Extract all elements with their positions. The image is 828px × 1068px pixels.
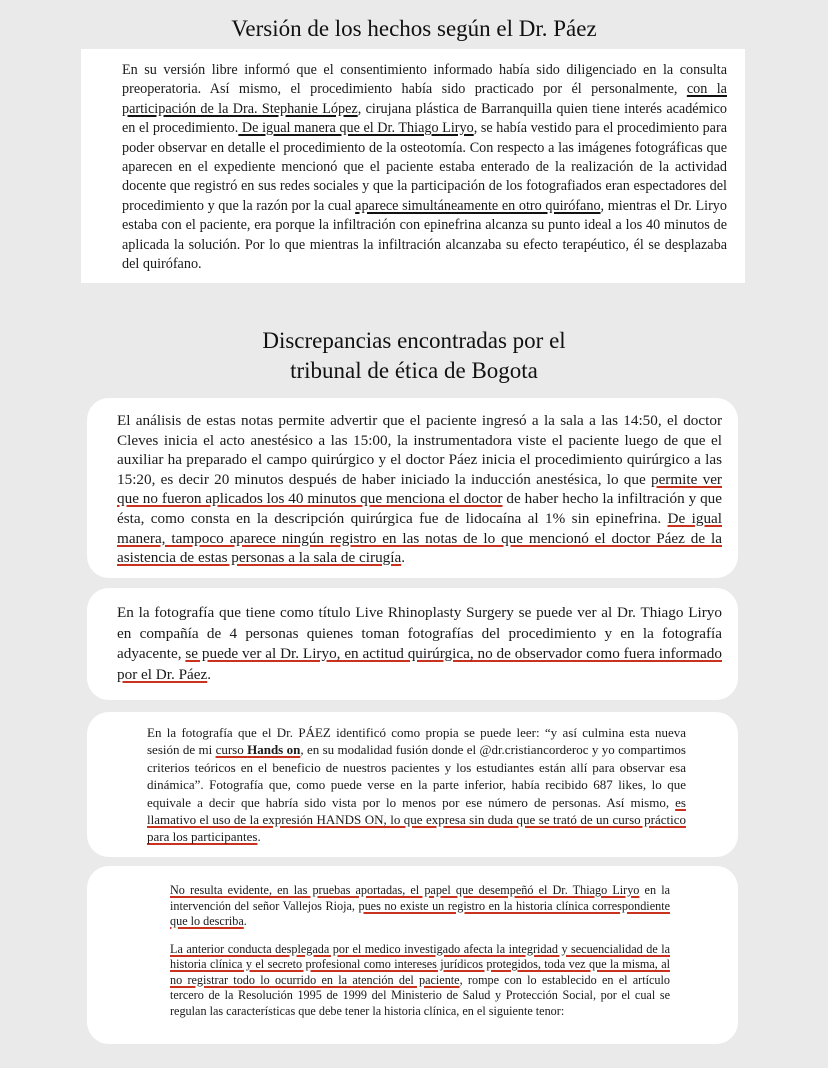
box-fotografia-live bbox=[87, 588, 738, 700]
box-version-libre-text: En su versión libre informó que el consentimiento informado había sido diligenciado en la consulta preoperatoria. Así mismo, el procedimiento había sido practicado por él personalmente, con la participación de la Dra. Stephanie López, cirujana plástica de Barranquilla quien tiene interés académico en el procedimiento. De igual manera que el Dr. Thiago Liryo, se había vestido para el procedimiento para poder observar en detalle el procedimiento de la osteotomía. Con respecto a las imágenes fotográficas que aparecen en el expediente mencionó que el paciente estaba enterado de la realización de la actividad docente que registró en sus redes sociales y que la participación de los fotografiados eran espectadores del procedimiento y que la razón por la cual aparece simultáneamente en otro quirófano, mientras el Dr. Liryo estaba con el paciente, era porque la infiltración con epinefrina alcanza su punto ideal a los 40 minutos de aplicada la solución. Por lo que mientras la infiltración alcanzaba su efecto terapéutico, él se desplazaba del quirófano. bbox=[122, 62, 727, 273]
title-discrepancias bbox=[0, 326, 828, 386]
box-historia-clinica bbox=[87, 866, 738, 1044]
highlight-curso-hands-on: curso Hands on bbox=[215, 742, 301, 758]
box-historia-clinica-p2: La anterior conducta desplegada por el medico investigado afecta la integridad y secuencialidad de la historia clínica y el secreto profesional como intereses jurídicos protegidos, toda vez que la misma, al no registrar todo lo ocurrido en la atención del paciente, rompe con lo establecido en el artículo tercero de la Resolución 1995 de 1999 del Ministerio de Salud y Protección Social, por el cual se regulan las características que debe tener la historia clínica, en el siguiente tenor: bbox=[170, 941, 671, 1018]
highlight-actitud-quirurgica: se puede ver al Dr. Liryo, en actitud quirúrgica, no de observador como fuera informado por el Dr. Páez bbox=[117, 645, 722, 683]
highlight-participacion: con la participación de la Dra. Stephanie López bbox=[122, 81, 727, 117]
highlight-no-registro: pues no existe un registro en la historia clínica correspondiente que lo describa bbox=[170, 898, 670, 928]
title-version-hechos: Versión de los hechos según el Dr. Páez bbox=[231, 16, 597, 41]
box-version-libre bbox=[81, 49, 745, 283]
box-hands-on-text: En la fotografía que el Dr. PÁEZ identificó como propia se puede leer: “y así culmina esta nueva sesión de mi curso Hands on, en su modalidad fusión donde el @dr.cristiancorderoc y yo compartimos criterios teóricos en el beneficio de nuestros pacientes y los estudiantes están allí para observar esa dinámica”. Fotografía que, como puede verse en la parte inferior, había recibido 687 likes, lo que equivale a decir que habría sido vista por lo menos por ese número de personas. Así mismo, es llamativo el uso de la expresión HANDS ON, lo que expresa sin duda que se trató de un curso práctico para los participantes. bbox=[147, 725, 686, 845]
highlight-sin-registro: De igual manera, tampoco aparece ningún registro en las notas de lo que mencionó el doctor Páez de la asistencia de estas personas a la sala de cirugía bbox=[117, 509, 722, 567]
highlight-igual-manera: De igual manera que el Dr. Thiago Liryo bbox=[238, 120, 474, 137]
box-analisis-notas-text: El análisis de estas notas permite advertir que el paciente ingresó a la sala a las 14:50, el doctor Cleves inicia el acto anestésico a las 15:00, la instrumentadora viste el paciente luego de que el auxiliar ha preparado el campo quirúrgico y el doctor Páez inicia el procedimiento quirúrgico a las 15:20, es decir 20 minutos después de haber iniciado la inducción anestésica, lo que permite ver que no fueron aplicados los 40 minutos que menciona el doctor de haber hecho la infiltración y que ésta, como consta en la descripción quirúrgica fue de lidocaína al 1% sin epinefrina. De igual manera, tampoco aparece ningún registro en las notas de lo que mencionó el doctor Páez de la asistencia de estas personas a la sala de cirugía. bbox=[117, 412, 722, 567]
title-discrepancias-line2: tribunal de ética de Bogota bbox=[290, 358, 538, 383]
box-hands-on bbox=[87, 712, 738, 857]
title-discrepancias-line1: Discrepancias encontradas por el bbox=[262, 328, 566, 353]
highlight-expresion-hands-on: es llamativo el uso de la expresión HANDS ON, lo que expresa sin duda que se trató de un curso práctico para los participantes bbox=[147, 794, 686, 845]
box-analisis-notas bbox=[87, 398, 738, 578]
box-fotografia-live-text: En la fotografía que tiene como título Live Rhinoplasty Surgery se puede ver al Dr. Thiago Liryo en compañía de 4 personas quienes toman fotografías del procedimiento y en la fotografía adyacente, se puede ver al Dr. Liryo, en actitud quirúrgica, no de observador como fuera informado por el Dr. Páez. bbox=[117, 604, 722, 683]
highlight-otro-quirofano: aparece simultáneamente en otro quirófano bbox=[355, 197, 601, 214]
box-historia-clinica-p1: No resulta evidente, en las pruebas aportadas, el papel que desempeñó el Dr. Thiago Liryo en la intervención del señor Vallejos Rioja, pues no existe un registro en la historia clínica correspondiente que lo describa. bbox=[170, 883, 670, 928]
highlight-no-evidente: No resulta evidente, en las pruebas aportadas, el papel que desempeñó el Dr. Thiago Liryo bbox=[170, 883, 640, 897]
highlight-conducta: La anterior conducta desplegada por el medico investigado afecta la integridad y secuencialidad de la historia clínica y el secreto profesional como intereses jurídicos protegidos, toda vez que la misma, al no registrar todo lo ocurrido en la atención del paciente bbox=[170, 941, 670, 987]
highlight-40-minutos: permite ver que no fueron aplicados los 40 minutos que menciona el doctor bbox=[117, 470, 722, 508]
